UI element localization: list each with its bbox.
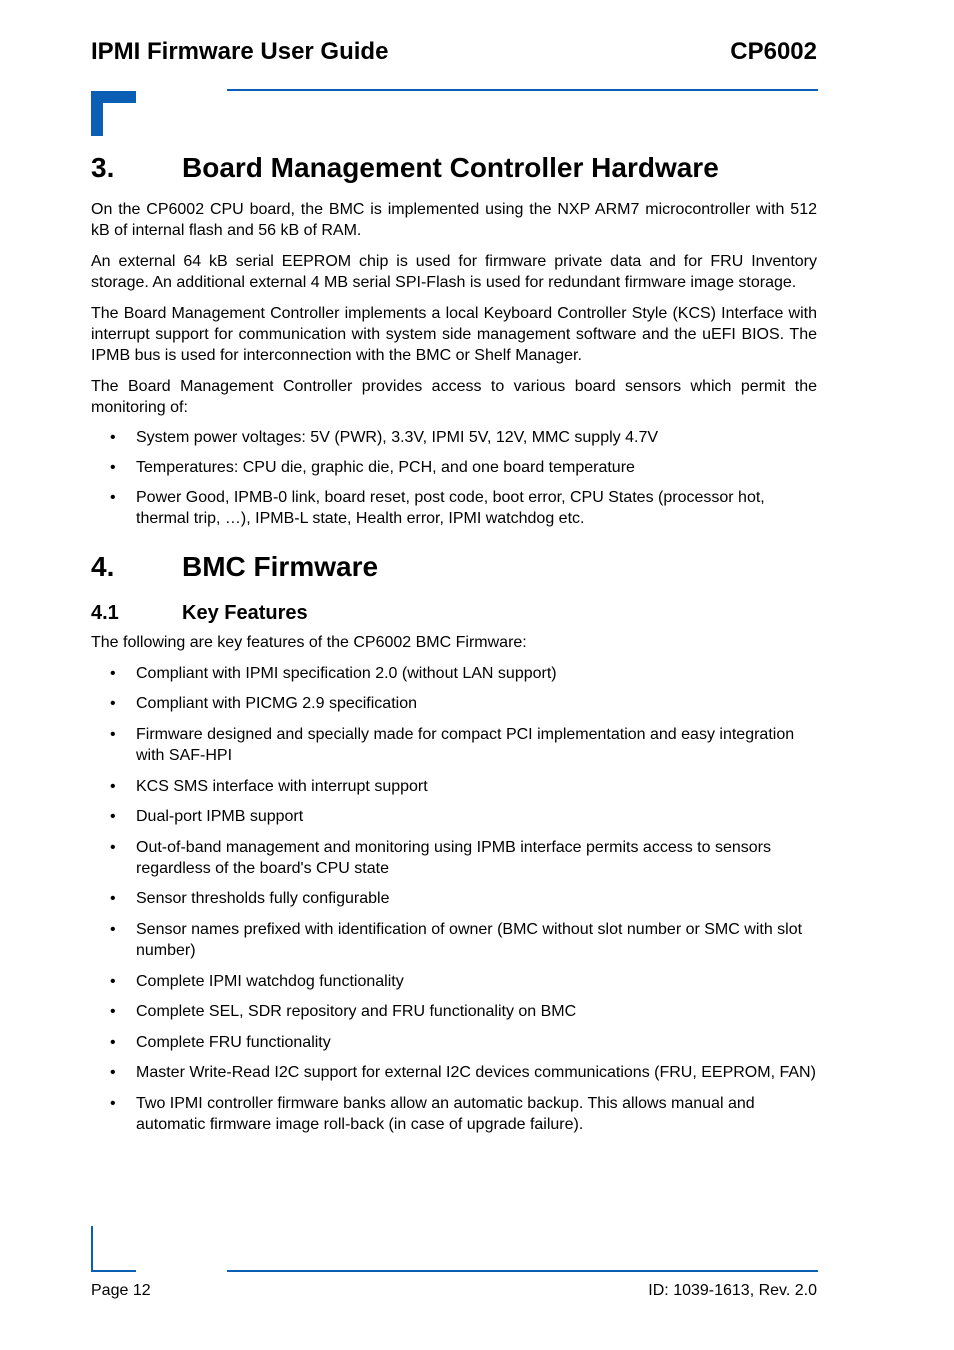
paragraph: On the CP6002 CPU board, the BMC is implemented using the NXP ARM7 microcontroller with 512 kB of internal flash and 56 kB of RAM.: [91, 201, 817, 239]
document-id: ID: 1039-1613, Rev. 2.0: [648, 1282, 817, 1299]
list-item: • Complete FRU functionality: [91, 1032, 817, 1053]
key-features-list: [91, 663, 817, 1135]
list-item: • KCS SMS interface with interrupt support: [91, 776, 817, 797]
section-4-heading: [91, 547, 817, 587]
section-number: 3.: [91, 152, 115, 183]
paragraph: The following are key features of the CP6002 BMC Firmware:: [91, 634, 527, 651]
page-number: Page 12: [91, 1282, 151, 1299]
list-item: • Master Write-Read I2C support for external I2C devices communications (FRU, EEPROM, FAN): [91, 1062, 817, 1083]
section-number: 4.: [91, 551, 115, 582]
document-title: IPMI Firmware User Guide: [91, 38, 389, 65]
list-item: • Power Good, IPMB-0 link, board reset, post code, boot error, CPU States (processor hot, thermal trip, …), IPMB-L state, Health error, IPMI watchdog etc.: [91, 487, 817, 529]
list-item: • Sensor thresholds fully configurable: [91, 888, 817, 909]
list-item: • Dual-port IPMB support: [91, 806, 817, 827]
list-item: • Complete IPMI watchdog functionality: [91, 971, 817, 992]
subsection-title: Key Features: [182, 602, 308, 624]
product-name: CP6002: [730, 38, 817, 65]
subsection-number: 4.1: [91, 602, 119, 624]
sensor-list: [91, 427, 817, 529]
list-item: • System power voltages: 5V (PWR), 3.3V, IPMI 5V, 12V, MMC supply 4.7V: [91, 427, 817, 448]
list-item: • Two IPMI controller firmware banks allow an automatic backup. This allows manual and automatic firmware image roll-back (in case of upgrade failure).: [91, 1093, 817, 1135]
list-item: • Sensor names prefixed with identification of owner (BMC without slot number or SMC with slot number): [91, 919, 817, 961]
section-title: BMC Firmware: [182, 551, 379, 582]
list-item: • Temperatures: CPU die, graphic die, PCH, and one board temperature: [91, 457, 817, 478]
header-rule: [227, 89, 818, 91]
section-title: Board Management Controller Hardware: [182, 152, 719, 183]
list-item: • Out-of-band management and monitoring using IPMB interface permits access to sensors regardless of the board's CPU state: [91, 837, 817, 879]
paragraph: The Board Management Controller implements a local Keyboard Controller Style (KCS) Interface with interrupt support for communication with system side management software and the uEFI BIOS. The IPMB bus is used for interconnection with the BMC or Shelf Manager.: [91, 305, 817, 364]
paragraph: The Board Management Controller provides access to various board sensors which permit the monitoring of:: [91, 378, 817, 416]
list-item: • Firmware designed and specially made for compact PCI implementation and easy integration with SAF-HPI: [91, 724, 817, 766]
corner-mark-top-icon: [91, 91, 136, 136]
section-3-heading: [91, 148, 817, 188]
list-item: • Compliant with IPMI specification 2.0 (without LAN support): [91, 663, 817, 684]
paragraph: An external 64 kB serial EEPROM chip is used for firmware private data and for FRU Inventory storage. An additional external 4 MB serial SPI-Flash is used for redundant firmware image storage.: [91, 253, 817, 291]
subsection-4-1-heading: [91, 598, 817, 628]
footer-rule: [227, 1270, 818, 1272]
corner-mark-bottom-icon: [91, 1226, 136, 1272]
list-item: • Compliant with PICMG 2.9 specification: [91, 693, 817, 714]
page-content: [91, 148, 817, 1135]
list-item: • Complete SEL, SDR repository and FRU functionality on BMC: [91, 1001, 817, 1022]
